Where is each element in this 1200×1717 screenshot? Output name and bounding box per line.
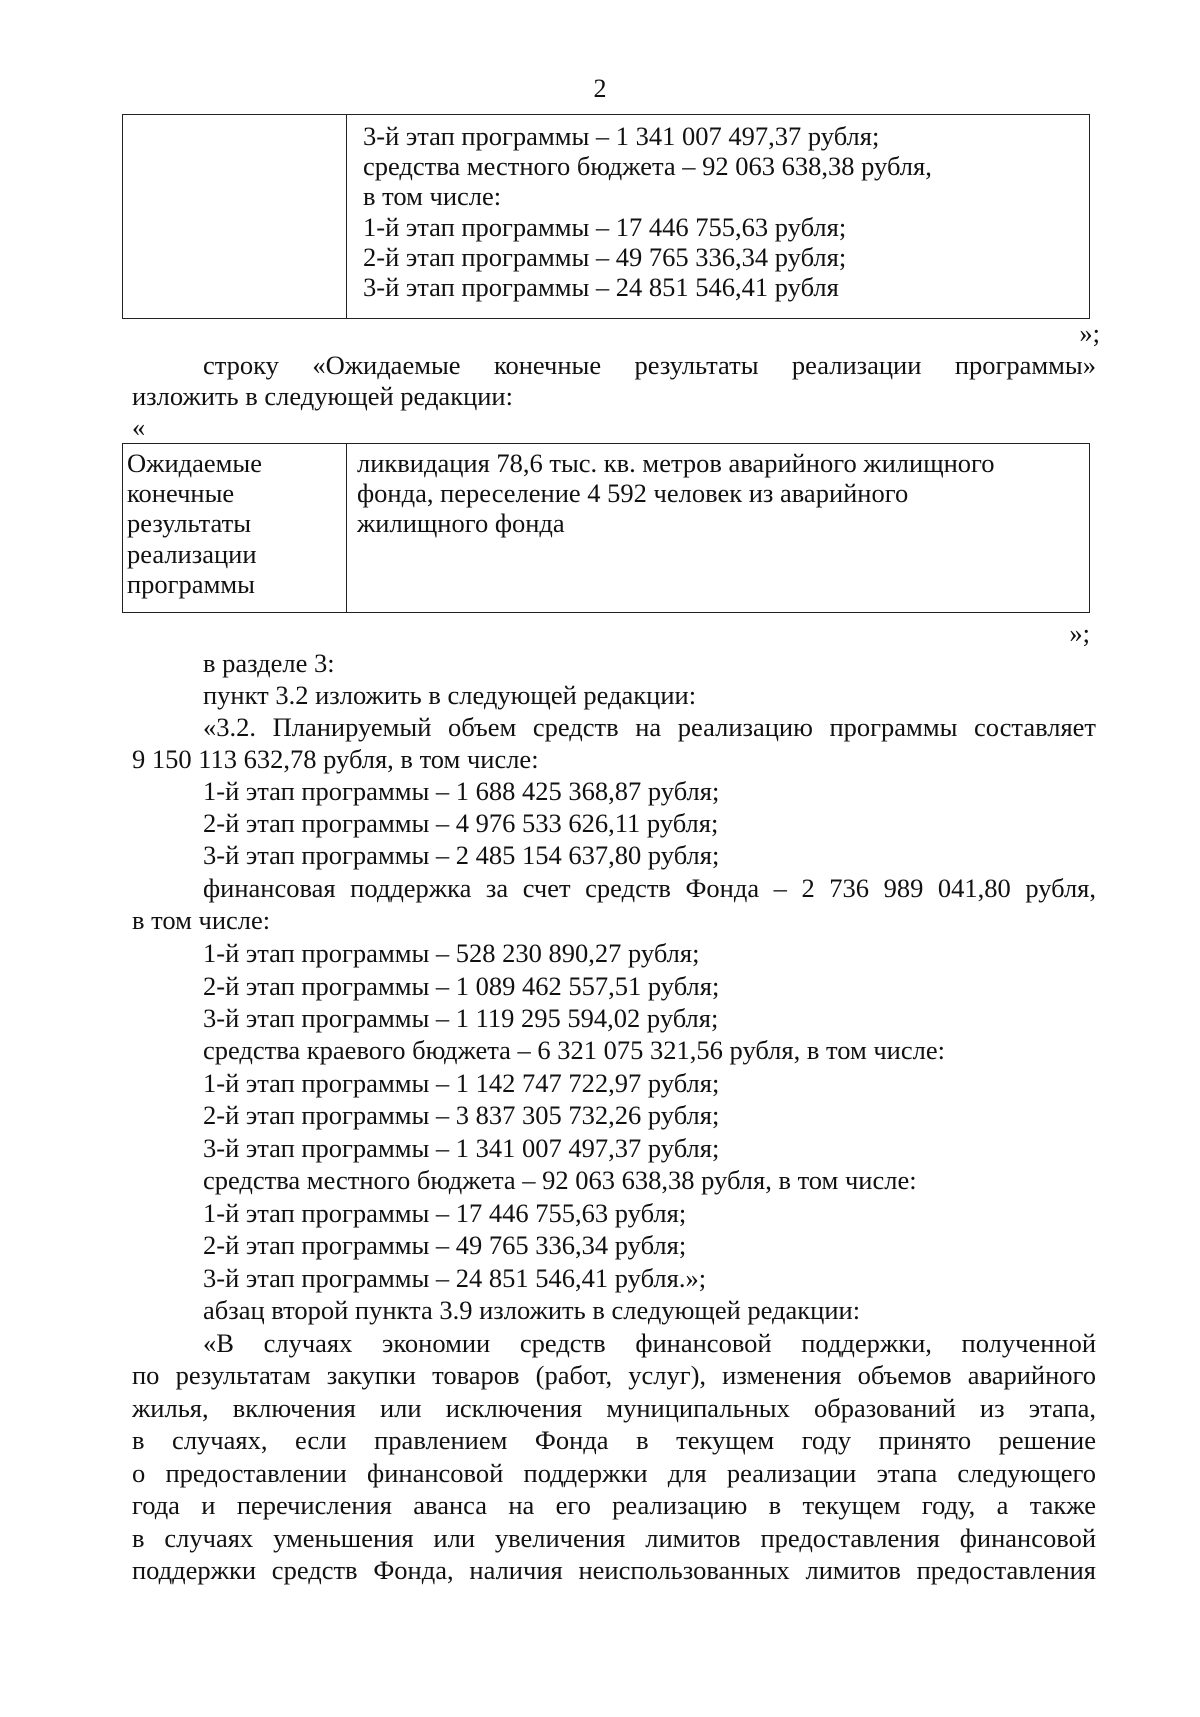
- funding-line: 1-й этап программы – 17 446 755,63 рубля;: [363, 211, 847, 242]
- label-line: реализации: [127, 538, 257, 569]
- funding-line: 3-й этап программы – 24 851 546,41 рубля: [363, 272, 839, 303]
- paragraph-line: в случаях уменьшения или увеличения лимитов предоставления финансовой: [132, 1523, 1096, 1553]
- body-line: в разделе 3:: [203, 648, 335, 678]
- table-cell-label: [123, 444, 347, 613]
- table-row: [123, 444, 1090, 613]
- body-line: пункт 3.2 изложить в следующей редакции:: [203, 680, 697, 710]
- table-cell-results: [347, 444, 1090, 613]
- opening-quote: «: [132, 412, 146, 442]
- table-row: [123, 115, 1090, 319]
- stage-line: 1-й этап программы – 1 142 747 722,97 рубля;: [203, 1068, 720, 1098]
- paragraph-line: по результатам закупки товаров (работ, услуг), изменения объемов аварийного: [132, 1360, 1096, 1390]
- body-line: средства местного бюджета – 92 063 638,38 рубля, в том числе:: [203, 1165, 917, 1195]
- results-table: [122, 443, 1090, 613]
- instruction-line: строку «Ожидаемые конечные результаты реализации программы»: [203, 350, 1096, 380]
- stage-line: 2-й этап программы – 3 837 305 732,26 рубля;: [203, 1100, 720, 1130]
- stage-line: 2-й этап программы – 1 089 462 557,51 рубля;: [203, 971, 720, 1001]
- body-line: абзац второй пункта 3.9 изложить в следующей редакции:: [203, 1295, 861, 1325]
- funding-table-continuation: [122, 114, 1090, 319]
- stage-line: 3-й этап программы – 2 485 154 637,80 рубля;: [203, 840, 720, 870]
- paragraph-line: в случаях, если правлением Фонда в текущем году принято решение: [132, 1425, 1096, 1455]
- paragraph-line: жилья, включения или исключения муниципальных образований из этапа,: [132, 1393, 1096, 1423]
- stage-line: 2-й этап программы – 4 976 533 626,11 рубля;: [203, 808, 719, 838]
- stage-line: 1-й этап программы – 17 446 755,63 рубля;: [203, 1198, 687, 1228]
- closing-quote: »;: [1079, 318, 1100, 348]
- funding-line: средства местного бюджета – 92 063 638,38 рубля,: [363, 151, 932, 182]
- body-line: 9 150 113 632,78 рубля, в том числе:: [132, 744, 539, 774]
- paragraph-line: поддержки средств Фонда, наличия неиспользованных лимитов предоставления: [132, 1555, 1096, 1585]
- label-line: результаты: [127, 508, 251, 539]
- stage-line: 1-й этап программы – 1 688 425 368,87 рубля;: [203, 776, 720, 806]
- label-line: программы: [127, 568, 255, 599]
- closing-quote: »;: [1069, 618, 1090, 648]
- label-line: конечные: [127, 478, 235, 509]
- instruction-line: изложить в следующей редакции:: [132, 381, 513, 411]
- body-line: финансовая поддержка за счет средств Фонда – 2 736 989 041,80 рубля,: [203, 873, 1096, 903]
- stage-line: 1-й этап программы – 528 230 890,27 рубля;: [203, 938, 700, 968]
- funding-line: в том числе:: [363, 181, 502, 212]
- body-line: «3.2. Планируемый объем средств на реализацию программы составляет: [203, 712, 1096, 742]
- results-line: ликвидация 78,6 тыс. кв. метров аварийного жилищного: [357, 448, 995, 478]
- results-line: фонда, переселение 4 592 человек из аварийного: [357, 478, 909, 509]
- stage-line: 3-й этап программы – 1 341 007 497,37 рубля;: [203, 1133, 720, 1163]
- body-line: в том числе:: [132, 905, 271, 935]
- paragraph-line: года и перечисления аванса на его реализацию в текущем году, а также: [132, 1490, 1096, 1520]
- funding-line: 2-й этап программы – 49 765 336,34 рубля;: [363, 241, 847, 272]
- stage-line: 2-й этап программы – 49 765 336,34 рубля;: [203, 1230, 687, 1260]
- paragraph-line: о предоставлении финансовой поддержки для реализации этапа следующего: [132, 1458, 1096, 1488]
- body-line: средства краевого бюджета – 6 321 075 321,56 рубля, в том числе:: [203, 1035, 945, 1065]
- results-line: жилищного фонда: [357, 508, 565, 539]
- paragraph-line: «В случаях экономии средств финансовой поддержки, полученной: [203, 1328, 1096, 1358]
- label-line: Ожидаемые: [127, 448, 262, 478]
- funding-line: 3-й этап программы – 1 341 007 497,37 рубля;: [363, 121, 880, 151]
- table-cell-funding: [347, 115, 1090, 319]
- table-cell-empty: [123, 115, 347, 319]
- stage-line: 3-й этап программы – 1 119 295 594,02 рубля;: [203, 1003, 719, 1033]
- page-number: 2: [593, 74, 607, 103]
- stage-line: 3-й этап программы – 24 851 546,41 рубля.»;: [203, 1263, 707, 1293]
